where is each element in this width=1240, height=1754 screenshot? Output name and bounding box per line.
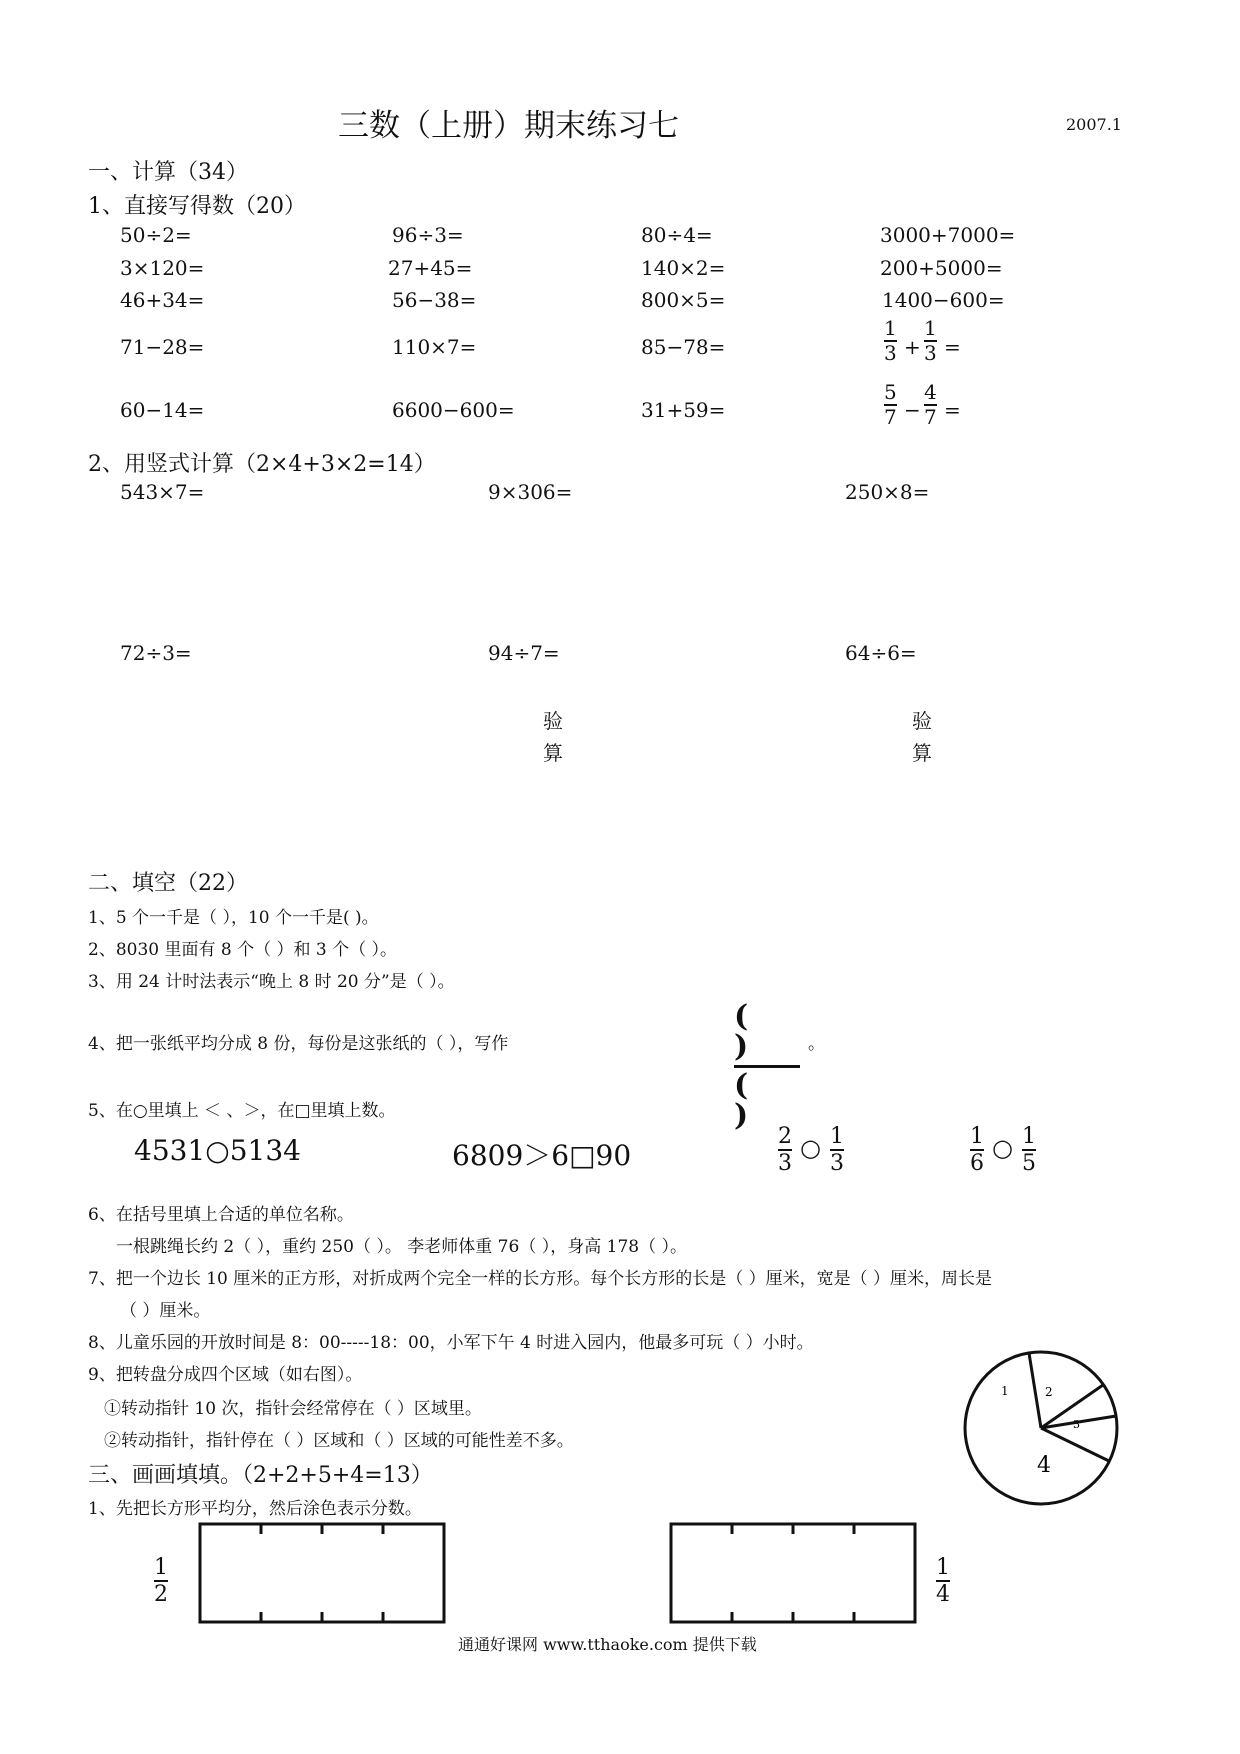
denominator: 3 <box>924 341 937 365</box>
spinner-diagram <box>961 1348 1121 1508</box>
fraction <box>970 1125 984 1175</box>
rectangle-right[interactable] <box>669 1522 919 1626</box>
numerator: 1 <box>970 1124 984 1149</box>
calc-item: 250×8= <box>845 480 930 504</box>
fill-item: 6、在括号里填上合适的单位名称。 <box>88 1205 354 1225</box>
rectangle-left[interactable] <box>198 1522 448 1626</box>
denominator: 3 <box>778 1151 792 1177</box>
fill-item: 2、8030 里面有 8 个（ ）和 3 个（ ）。 <box>88 940 398 960</box>
spinner-label: 1 <box>1001 1384 1009 1398</box>
calc-item: 800×5= <box>641 288 726 312</box>
fill-item: （ ）厘米。 <box>120 1301 211 1321</box>
compare-item: 4531○5134 <box>134 1134 301 1167</box>
calc-item: 140×2= <box>641 256 726 280</box>
calc-item: 60−14= <box>120 398 205 422</box>
equals: = <box>944 335 961 359</box>
calc-item: 56−38= <box>392 288 477 312</box>
calc-item: 543×7= <box>120 480 205 504</box>
q1-heading: 1、直接写得数（20） <box>88 194 306 219</box>
fraction <box>924 318 937 364</box>
fill-item: ①转动指针 10 次，指针会经常停在（ ）区域里。 <box>104 1399 482 1419</box>
fraction <box>884 318 897 364</box>
period: 。 <box>808 1034 825 1054</box>
calc-item: 94÷7= <box>488 641 560 665</box>
calc-item: 3×120= <box>120 256 205 280</box>
calc-item: 31+59= <box>641 398 726 422</box>
spinner-label: 2 <box>1045 1385 1053 1399</box>
fraction <box>924 382 937 428</box>
fill-item: 9、把转盘分成四个区域（如右图）。 <box>88 1365 363 1385</box>
fraction <box>884 382 897 428</box>
verify-label: 算 <box>543 741 563 765</box>
fill-item: ②转动指针，指针停在（ ）区域和（ ）区域的可能性差不多。 <box>104 1431 574 1451</box>
operator: − <box>904 398 921 422</box>
fraction <box>936 1556 950 1606</box>
verify-label: 验 <box>912 709 932 733</box>
spinner-label: 3 <box>1073 1418 1080 1431</box>
calc-item: 110×7= <box>392 335 477 359</box>
q2-heading: 2、用竖式计算（2×4+3×2=14） <box>88 452 436 477</box>
footer-text: 通通好课网 www.tthaoke.com 提供下载 <box>458 1635 757 1654</box>
fill-item: 3、用 24 计时法表示“晚上 8 时 20 分”是（ ）。 <box>88 972 455 992</box>
compare-item: 6809＞6□90 <box>452 1139 632 1172</box>
calc-item: 1400−600= <box>882 288 1005 312</box>
denominator: 7 <box>884 405 897 429</box>
fraction <box>1022 1125 1036 1175</box>
numerator: 5 <box>884 380 897 404</box>
calc-item: 3000+7000= <box>880 223 1016 247</box>
numerator: 1 <box>830 1124 844 1149</box>
equals: = <box>944 398 961 422</box>
fill-item: 一根跳绳长约 2（ ），重约 250（ ）。 李老师体重 76（ ），身高 178（ ）。 <box>116 1237 687 1257</box>
denominator: 2 <box>154 1582 168 1608</box>
numerator: 4 <box>924 380 937 404</box>
denominator: 5 <box>1022 1151 1036 1177</box>
calc-item: 27+45= <box>388 256 473 280</box>
denominator: 4 <box>936 1582 950 1608</box>
fraction <box>154 1556 168 1606</box>
numerator: 1 <box>936 1555 950 1580</box>
numerator: 2 <box>778 1124 792 1149</box>
numerator-blank: ( ) <box>734 999 763 1064</box>
fraction-blank <box>734 999 800 1133</box>
calc-item: 200+5000= <box>880 256 1003 280</box>
fill-item: 1、先把长方形平均分，然后涂色表示分数。 <box>88 1499 422 1519</box>
fill-item: 8、儿童乐园的开放时间是 8：00-----18：00，小军下午 4 时进入园内，他最多可玩（ ）小时。 <box>88 1333 814 1353</box>
section2-heading: 二、填空（22） <box>88 871 248 896</box>
fill-item: 7、把一个边长 10 厘米的正方形，对折成两个完全一样的长方形。每个长方形的长是（ ）厘米，宽是（ ）厘米，周长是 <box>88 1269 993 1289</box>
numerator: 1 <box>1022 1124 1036 1149</box>
operator: + <box>904 335 921 359</box>
verify-label: 验 <box>543 709 563 733</box>
fill-item: 5、在○里填上 ＜ 、＞，在□里填上数。 <box>88 1101 396 1121</box>
fill-item: 4、把一张纸平均分成 8 份，每份是这张纸的（ ），写作 <box>88 1034 509 1054</box>
fraction <box>778 1125 792 1175</box>
calc-item: 71−28= <box>120 335 205 359</box>
page-title: 三数（上册）期末练习七 <box>338 108 679 144</box>
section3-heading: 三、画画填填。（2+2+5+4=13） <box>88 1463 433 1488</box>
verify-label: 算 <box>912 741 932 765</box>
calc-item: 46+34= <box>120 288 205 312</box>
calc-item: 96÷3= <box>392 223 464 247</box>
calc-item: 85−78= <box>641 335 726 359</box>
calc-item: 9×306= <box>488 480 573 504</box>
calc-item: 80÷4= <box>641 223 713 247</box>
denominator: 6 <box>970 1151 984 1177</box>
spinner-label: 4 <box>1037 1453 1051 1478</box>
compare-circle[interactable]: ○ <box>800 1134 821 1162</box>
denominator: 3 <box>830 1151 844 1177</box>
calc-item: 72÷3= <box>120 641 192 665</box>
calc-item: 6600−600= <box>392 398 515 422</box>
date-label: 2007.1 <box>1066 115 1122 134</box>
denominator: 3 <box>884 341 897 365</box>
fill-item: 1、5 个一千是（ ），10 个一千是( )。 <box>88 908 379 928</box>
numerator: 1 <box>924 316 937 340</box>
numerator: 1 <box>154 1555 168 1580</box>
calc-item: 64÷6= <box>845 641 917 665</box>
calc-item: 50÷2= <box>120 223 192 247</box>
denominator: 7 <box>924 405 937 429</box>
fraction <box>830 1125 844 1175</box>
section1-heading: 一、计算（34） <box>88 160 248 185</box>
compare-circle[interactable]: ○ <box>992 1134 1013 1162</box>
denominator-blank: ( ) <box>734 1068 763 1133</box>
numerator: 1 <box>884 316 897 340</box>
